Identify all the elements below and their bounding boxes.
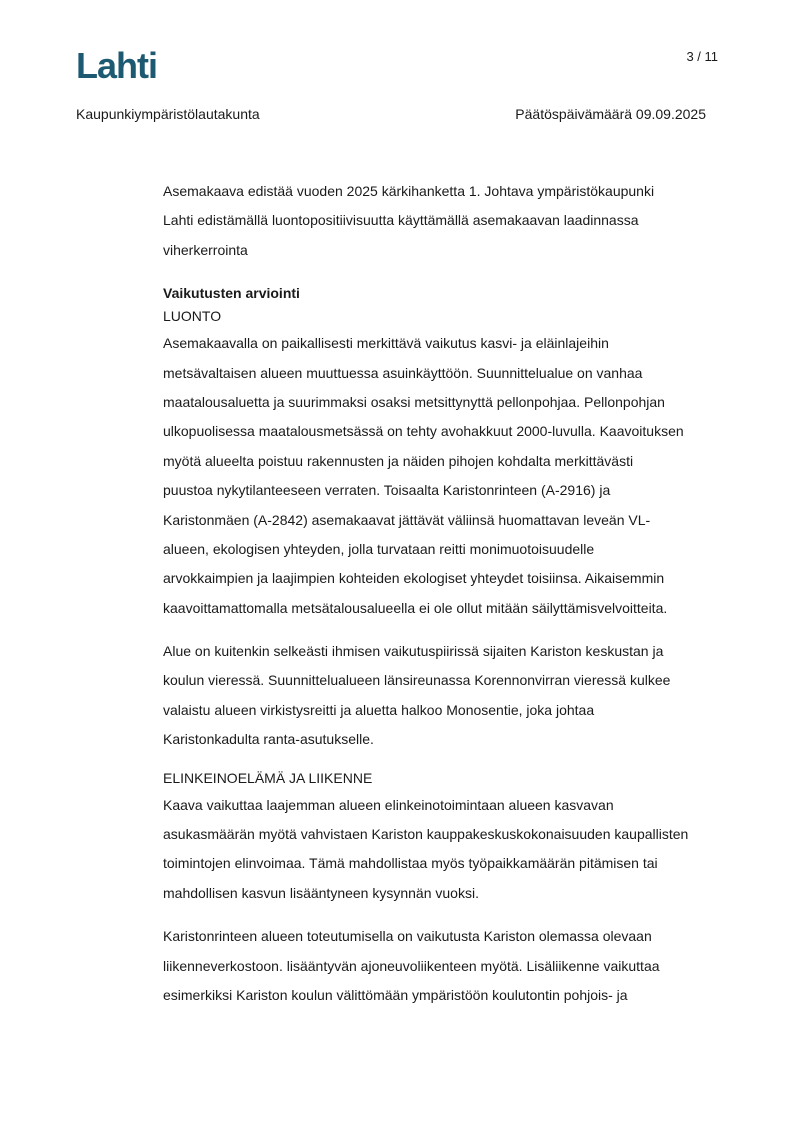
text-line: toimintojen elinvoimaa. Tämä mahdollistaa myös työpaikkamäärän pitämisen tai <box>163 855 658 872</box>
text-line: arvokkaimpien ja laajimpien kohteiden ekologiset yhteydet toisiinsa. Aikaisemmin <box>163 570 665 587</box>
text-line: Karistonkadulta ranta-asutukselle. <box>163 731 374 748</box>
text-line: metsävaltaisen alueen muuttuessa asuinkäyttöön. Suunnittelualue on vanhaa <box>163 364 643 381</box>
text-line: myötä alueelta poistuu rakennusten ja näiden pihojen kohdalta merkittävästi <box>163 452 634 469</box>
text-line: Lahti edistämällä luontopositiivisuutta käyttämällä asemakaavan laadinnassa <box>163 212 639 229</box>
text-line: asukasmäärän myötä vahvistaen Kariston kauppakeskuskokonaisuuden kaupallisten <box>163 826 689 843</box>
subsection-heading-luonto: LUONTO <box>163 308 222 325</box>
text-line: Karistonmäen (A-2842) asemakaavat jättävät väliinsä huomattavan leveän VL- <box>163 511 651 528</box>
text-line: puustoa nykytilanteeseen verraten. Toisaalta Karistonrinteen (A-2916) ja <box>163 482 611 499</box>
text-line: ulkopuolisessa maatalousmetsässä on tehty avohakkuut 2000-luvulla. Kaavoituksen <box>163 423 684 440</box>
elinkeino-paragraph-1 <box>163 791 733 909</box>
page-number: 3 / 11 <box>686 49 718 64</box>
document-body <box>163 177 733 1010</box>
luonto-paragraph-1 <box>163 329 733 623</box>
subsection-heading-elinkeino: ELINKEINOELÄMÄ JA LIIKENNE <box>163 769 373 786</box>
lahti-logo <box>76 48 168 82</box>
text-line: Kaava vaikuttaa laajemman alueen elinkeinotoimintaan alueen kasvavan <box>163 796 614 813</box>
organization-name: Kaupunkiympäristölautakunta <box>76 106 260 122</box>
intro-paragraph <box>163 177 733 265</box>
text-line: koulun vieressä. Suunnittelualueen länsireunassa Korennonvirran vieressä kulkee <box>163 672 671 689</box>
logo-text: Lahti <box>76 48 157 82</box>
text-line: Alue on kuitenkin selkeästi ihmisen vaikutuspiirissä sijaiten Kariston keskustan ja <box>163 643 664 660</box>
text-line: mahdollisen kasvun lisääntyneen kysynnän vuoksi. <box>163 884 479 901</box>
text-line: Asemakaava edistää vuoden 2025 kärkihanketta 1. Johtava ympäristökaupunki <box>163 183 655 199</box>
decision-date: Päätöspäivämäärä 09.09.2025 <box>515 106 706 122</box>
text-line: maatalousaluetta ja suurimmaksi osaksi metsittynyttä pellonpohjaa. Pellonpohjan <box>163 393 665 410</box>
text-line: Karistonrinteen alueen toteutumisella on vaikutusta Kariston olemassa olevaan <box>163 928 652 945</box>
text-line: valaistu alueen virkistysreitti ja aluetta halkoo Monosentie, joka johtaa <box>163 701 595 718</box>
section-heading: Vaikutusten arviointi <box>163 285 300 302</box>
text-line: kaavoittamattomalla metsätalousalueella ei ole ollut mitään säilyttämisvelvoitteita. <box>163 599 668 616</box>
text-line: Asemakaavalla on paikallisesti merkittävä vaikutus kasvi- ja eläinlajeihin <box>163 335 609 352</box>
text-line: liikenneverkostoon. lisääntyvän ajoneuvoliikenteen myötä. Lisäliikenne vaikuttaa <box>163 957 660 974</box>
elinkeino-paragraph-2 <box>163 922 733 1010</box>
luonto-paragraph-2 <box>163 637 733 755</box>
text-line: alueen, ekologisen yhteyden, jolla turvataan reitti monimuotoisuudelle <box>163 540 595 557</box>
text-line: viherkerrointa <box>163 241 248 258</box>
text-line: esimerkiksi Kariston koulun välittömään ympäristöön koulutontin pohjois- ja <box>163 986 628 1003</box>
